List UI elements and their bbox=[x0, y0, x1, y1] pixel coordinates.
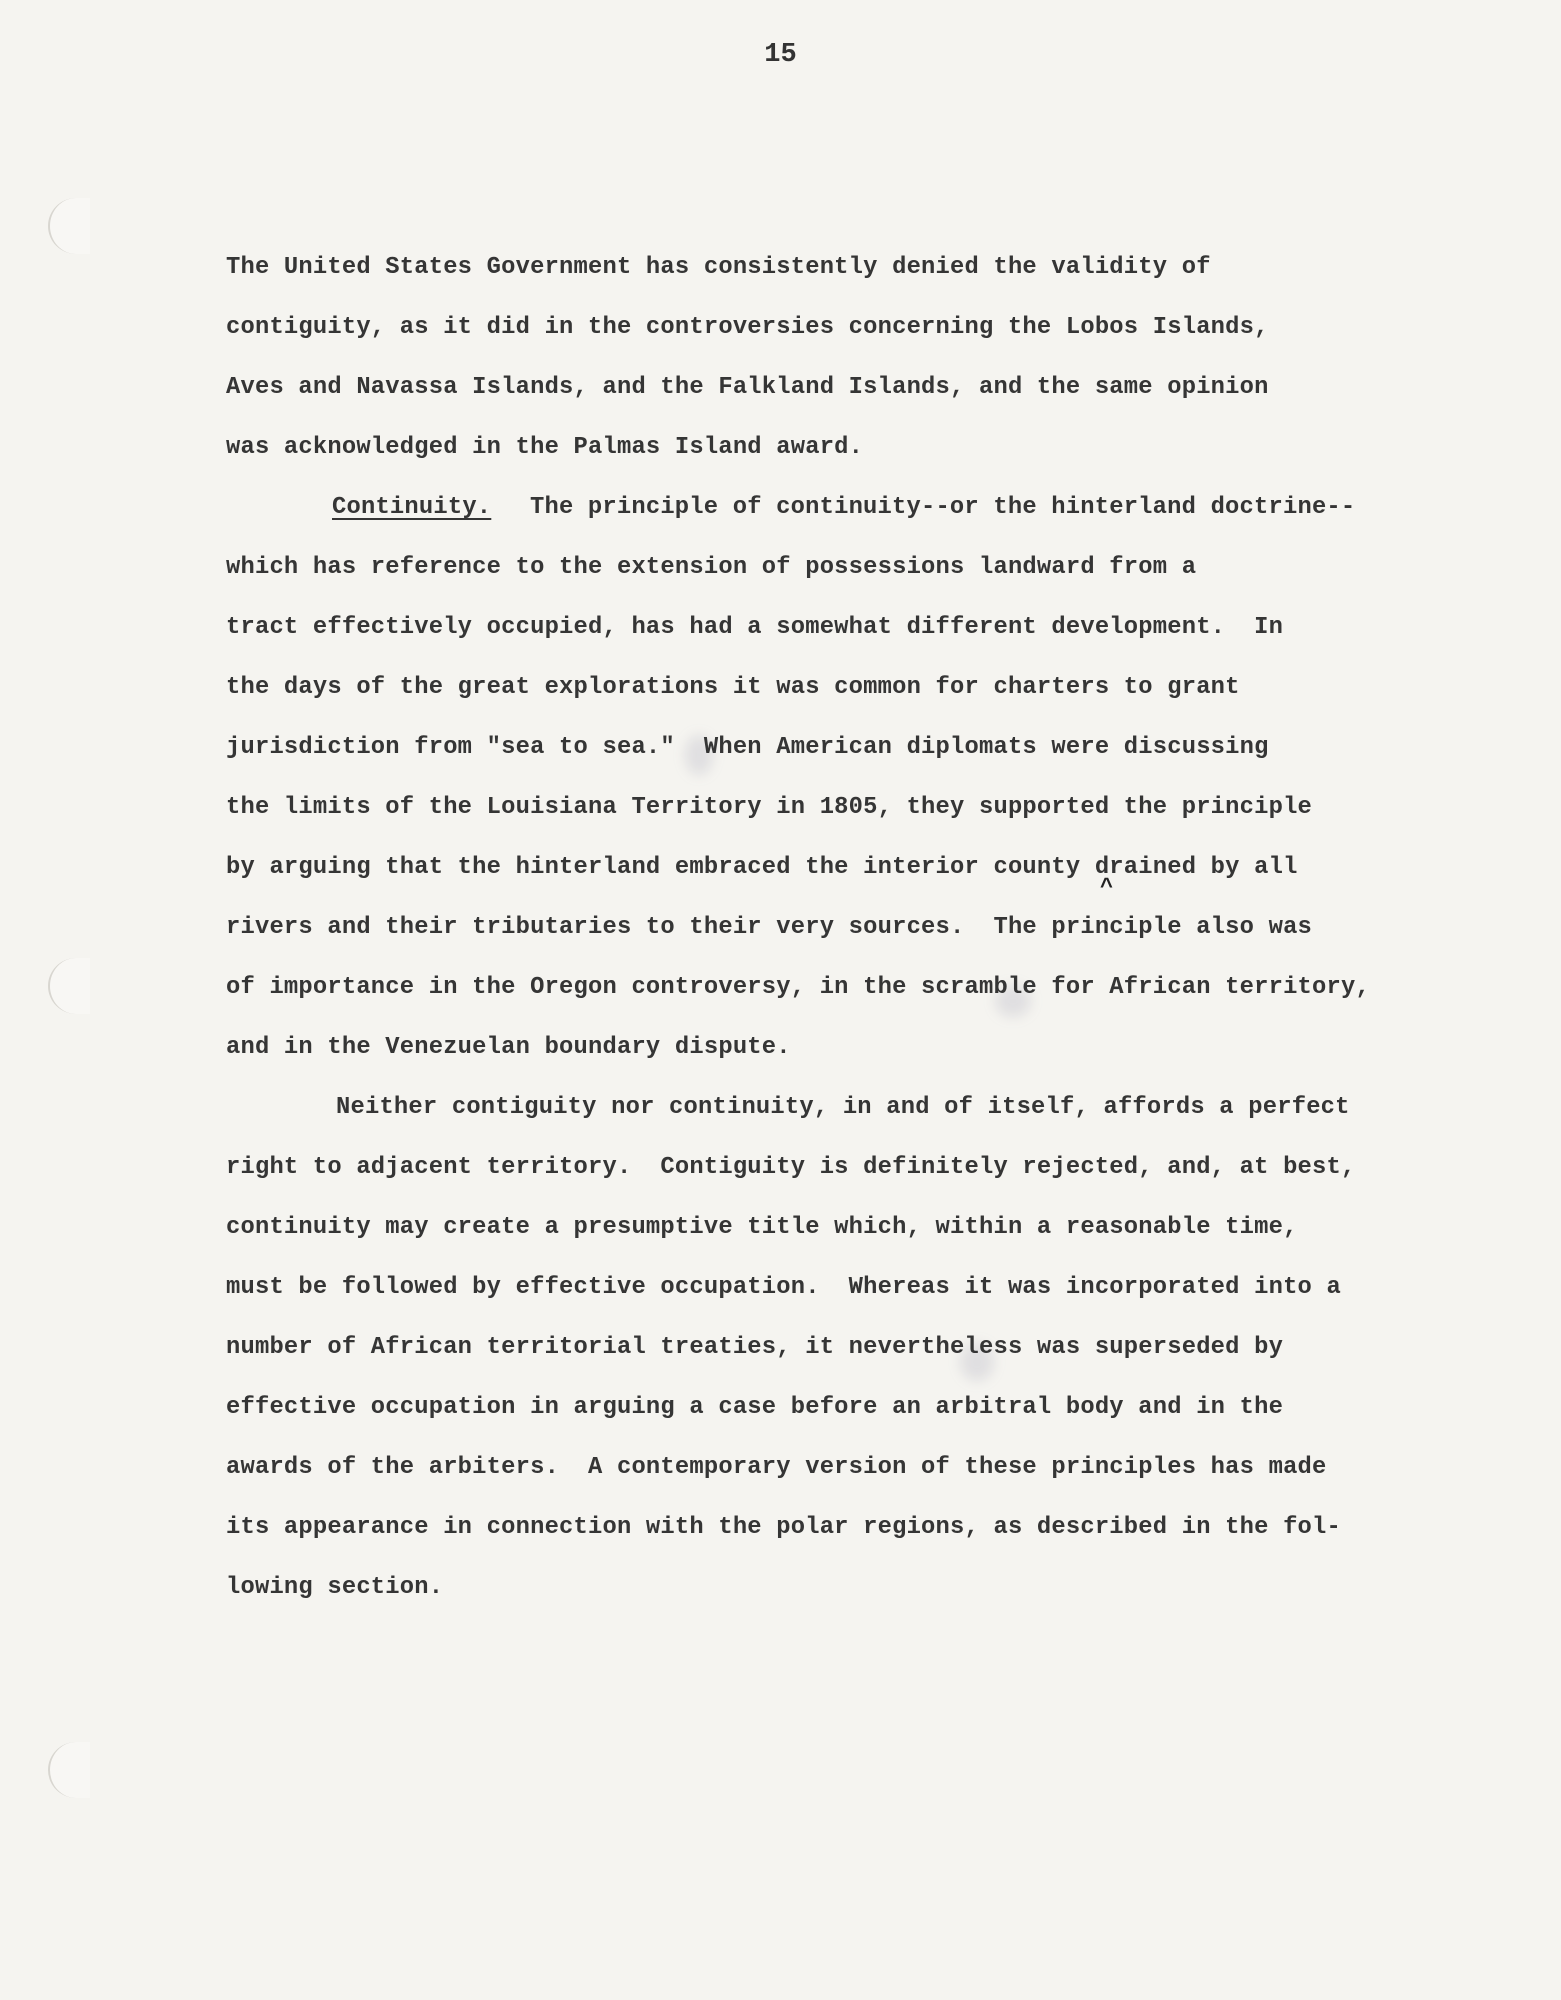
paragraph-2-line-1: The principle of continuity--or the hinterland doctrine-- bbox=[530, 494, 1356, 521]
paragraph-3-line-2: right to adjacent territory. Contiguity is definitely rejected, and, at best, bbox=[226, 1154, 1356, 1181]
punch-hole-bottom bbox=[48, 1742, 90, 1798]
paragraph-3-line-8: its appearance in connection with the polar regions, as described in the fol- bbox=[226, 1514, 1341, 1541]
paragraph-3-line-5: number of African territorial treaties, it nevertheless was superseded by bbox=[226, 1334, 1284, 1361]
section-heading-continuity: Continuity. bbox=[332, 494, 492, 521]
paragraph-1-line-1: The United States Government has consistently denied the validity of bbox=[226, 254, 1211, 281]
paragraph-2-line-6: the limits of the Louisiana Territory in 1805, they supported the principle bbox=[226, 794, 1313, 821]
paragraph-3-line-6: effective occupation in arguing a case before an arbitral body and in the bbox=[226, 1394, 1284, 1421]
page-number: 15 bbox=[764, 40, 797, 70]
paragraph-2-line-7: by arguing that the hinterland embraced the interior county drained by all bbox=[226, 854, 1298, 881]
paragraph-1-line-3: Aves and Navassa Islands, and the Falkland Islands, and the same opinion bbox=[226, 374, 1269, 401]
paragraph-1-line-2: contiguity, as it did in the controversies concerning the Lobos Islands, bbox=[226, 314, 1269, 341]
paragraph-2-line-3: tract effectively occupied, has had a somewhat different development. In bbox=[226, 614, 1284, 641]
punch-hole-top bbox=[48, 198, 90, 254]
paragraph-3-line-1: Neither contiguity nor continuity, in and of itself, affords a perfect bbox=[336, 1094, 1350, 1121]
paragraph-3-line-9: lowing section. bbox=[226, 1574, 444, 1601]
punch-hole-middle bbox=[48, 958, 90, 1014]
paragraph-2-line-9: of importance in the Oregon controversy, in the scramble for African territory, bbox=[226, 974, 1370, 1001]
paragraph-2-line-2: which has reference to the extension of possessions landward from a bbox=[226, 554, 1197, 581]
paragraph-1-line-4: was acknowledged in the Palmas Island award. bbox=[226, 434, 864, 461]
paragraph-2-line-10: and in the Venezuelan boundary dispute. bbox=[226, 1034, 791, 1061]
paragraph-2-line-5: jurisdiction from "sea to sea." When American diplomats were discussing bbox=[226, 734, 1269, 761]
paragraph-3-line-4: must be followed by effective occupation. Whereas it was incorporated into a bbox=[226, 1274, 1341, 1301]
paragraph-2-line-4: the days of the great explorations it was common for charters to grant bbox=[226, 674, 1240, 701]
paragraph-2-line-8: rivers and their tributaries to their very sources. The principle also was bbox=[226, 914, 1313, 941]
paragraph-3-line-3: continuity may create a presumptive title which, within a reasonable time, bbox=[226, 1214, 1298, 1241]
paragraph-3-line-7: awards of the arbiters. A contemporary version of these principles has made bbox=[226, 1454, 1327, 1481]
handwritten-caret-mark: ^ bbox=[1100, 875, 1114, 900]
